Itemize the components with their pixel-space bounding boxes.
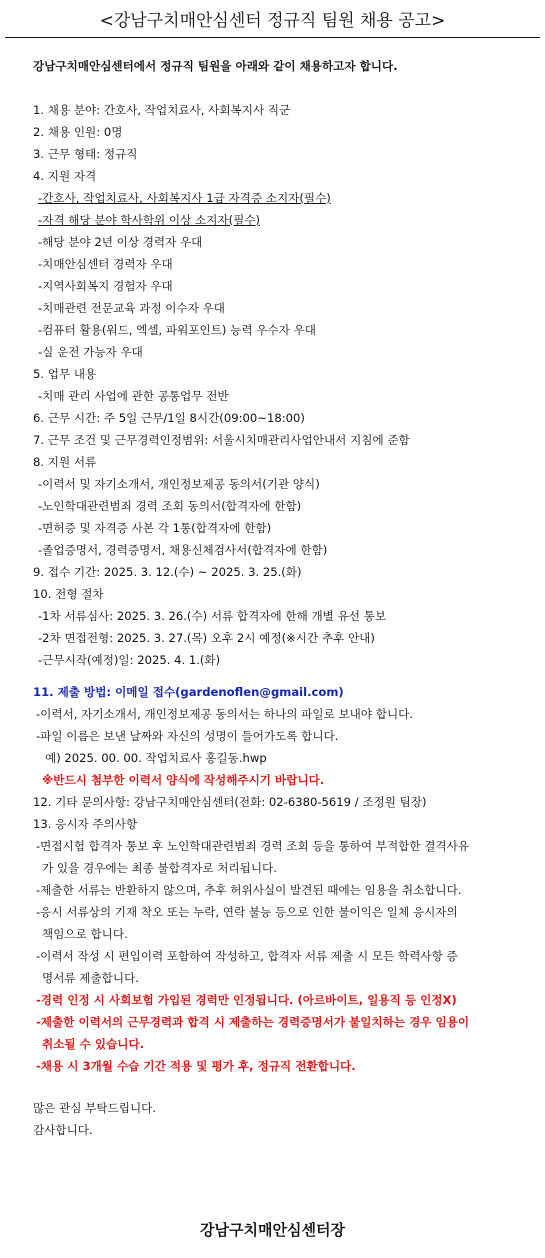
- body-line: 10. 전형 절차: [33, 587, 104, 601]
- body-line: 많은 관심 부탁드립니다.: [33, 1101, 157, 1115]
- body-line: -경력 인정 시 사회보험 가입된 경력만 인정됩니다. (아르바이트, 일용직 등 인정X): [36, 993, 457, 1007]
- body-line: 취소될 수 있습니다.: [42, 1037, 145, 1051]
- body-line: -제출한 이력서의 근무경력과 합격 시 제출하는 경력증명서가 불일치하는 경우 임용이: [36, 1015, 470, 1029]
- body-line: -이력서 및 자기소개서, 개인정보제공 동의서(기관 양식): [38, 477, 320, 491]
- body-line: -해당 분야 2년 이상 경력자 우대: [38, 235, 203, 249]
- body-line: -졸업증명서, 경력증명서, 채용신체검사서(합격자에 한함): [38, 543, 328, 557]
- body-line: 11. 제출 방법: 이메일 접수(gardenoflen@gmail.com): [33, 685, 344, 699]
- body-line: -1차 서류심사: 2025. 3. 26.(수) 서류 합격자에 한해 개별 유선 통보: [38, 609, 387, 623]
- body-line: ※반드시 첨부한 이력서 양식에 작성해주시기 바랍니다.: [42, 773, 325, 787]
- body-line: 예) 2025. 00. 00. 작업치료사 홍길동.hwp: [45, 751, 267, 765]
- body-line: 강남구치매안심센터에서 정규직 팀원을 아래와 같이 채용하고자 합니다.: [33, 59, 398, 73]
- body-line: -2차 면접전형: 2025. 3. 27.(목) 오후 2시 예정(※시간 추후 안내): [38, 631, 375, 645]
- body-line: 4. 지원 자격: [33, 169, 97, 183]
- body-line: 6. 근무 시간: 주 5일 근무/1일 8시간(09:00~18:00): [33, 411, 305, 425]
- body-line: -간호사, 작업치료사, 사회복지사 1급 자격증 소지자(필수): [38, 191, 331, 205]
- body-line: 7. 근무 조건 및 근무경력인정범위: 서울시치매관리사업안내서 지침에 준함: [33, 433, 410, 447]
- body-line: 13. 응시자 주의사항: [33, 817, 138, 831]
- body-line: -치매 관리 사업에 관한 공통업무 전반: [38, 389, 229, 403]
- body-line: -응시 서류상의 기재 착오 또는 누락, 연락 불능 등으로 인한 불이익은 일체 응시자의: [36, 905, 458, 919]
- body-line: -면허증 및 자격증 사본 각 1통(합격자에 한함): [38, 521, 272, 535]
- body-line: -치매관련 전문교육 과정 이수자 우대: [38, 301, 225, 315]
- body-line: 2. 채용 인원: 0명: [33, 125, 123, 139]
- body-line: 가 있을 경우에는 최종 불합격자로 처리됩니다.: [42, 861, 277, 875]
- signature: 강남구치매안심센터장: [200, 1221, 345, 1239]
- body-line: 3. 근무 형태: 정규직: [33, 147, 138, 161]
- body-line: -자격 해당 분야 학사학위 이상 소지자(필수): [38, 213, 261, 227]
- body-line: 9. 접수 기간: 2025. 3. 12.(수) ~ 2025. 3. 25.(화): [33, 565, 302, 579]
- body-line: -실 운전 가능자 우대: [38, 345, 143, 359]
- body-line: -지역사회복지 경험자 우대: [38, 279, 173, 293]
- body-line: -제출한 서류는 반환하지 않으며, 추후 허위사실이 발견된 때에는 임용을 취소합니다.: [36, 883, 462, 897]
- body-line: -파일 이름은 보낸 날짜와 자신의 성명이 들어가도록 합니다.: [36, 729, 339, 743]
- body-line: 8. 지원 서류: [33, 455, 97, 469]
- body-line: 12. 기타 문의사항: 강남구치매안심센터(전화: 02-6380-5619 / 조정원 팀장): [33, 795, 427, 809]
- body-line: -이력서, 자기소개서, 개인정보제공 동의서는 하나의 파일로 보내야 합니다.: [36, 707, 414, 721]
- body-line: -치매안심센터 경력자 우대: [38, 257, 173, 271]
- body-line: -이력서 작성 시 편입이력 포함하여 작성하고, 합격자 서류 제출 시 모든 학력사항 증: [36, 949, 458, 963]
- body-line: -채용 시 3개월 수습 기간 적용 및 평가 후, 정규직 전환합니다.: [36, 1059, 356, 1073]
- body-line: 명서류 제출합니다.: [42, 971, 139, 985]
- page-title: <강남구치매안심센터 정규직 팀원 채용 공고>: [99, 11, 446, 31]
- body-line: 1. 채용 분야: 간호사, 작업치료사, 사회복지사 직군: [33, 103, 291, 117]
- body-line: -컴퓨터 활용(워드, 엑셀, 파워포인트) 능력 우수자 우대: [38, 323, 316, 337]
- body-line: 5. 업무 내용: [33, 367, 97, 381]
- body-line: -면접시험 합격자 통보 후 노인학대관련범죄 경력 조회 등을 통하여 부적합한 결격사유: [36, 839, 470, 853]
- body-line: -노인학대관련범죄 경력 조회 동의서(합격자에 한함): [38, 499, 302, 513]
- body-line: 감사합니다.: [33, 1123, 93, 1137]
- body-line: 책임으로 합니다.: [42, 927, 128, 941]
- body-line: -근무시작(예정)일: 2025. 4. 1.(화): [38, 653, 221, 667]
